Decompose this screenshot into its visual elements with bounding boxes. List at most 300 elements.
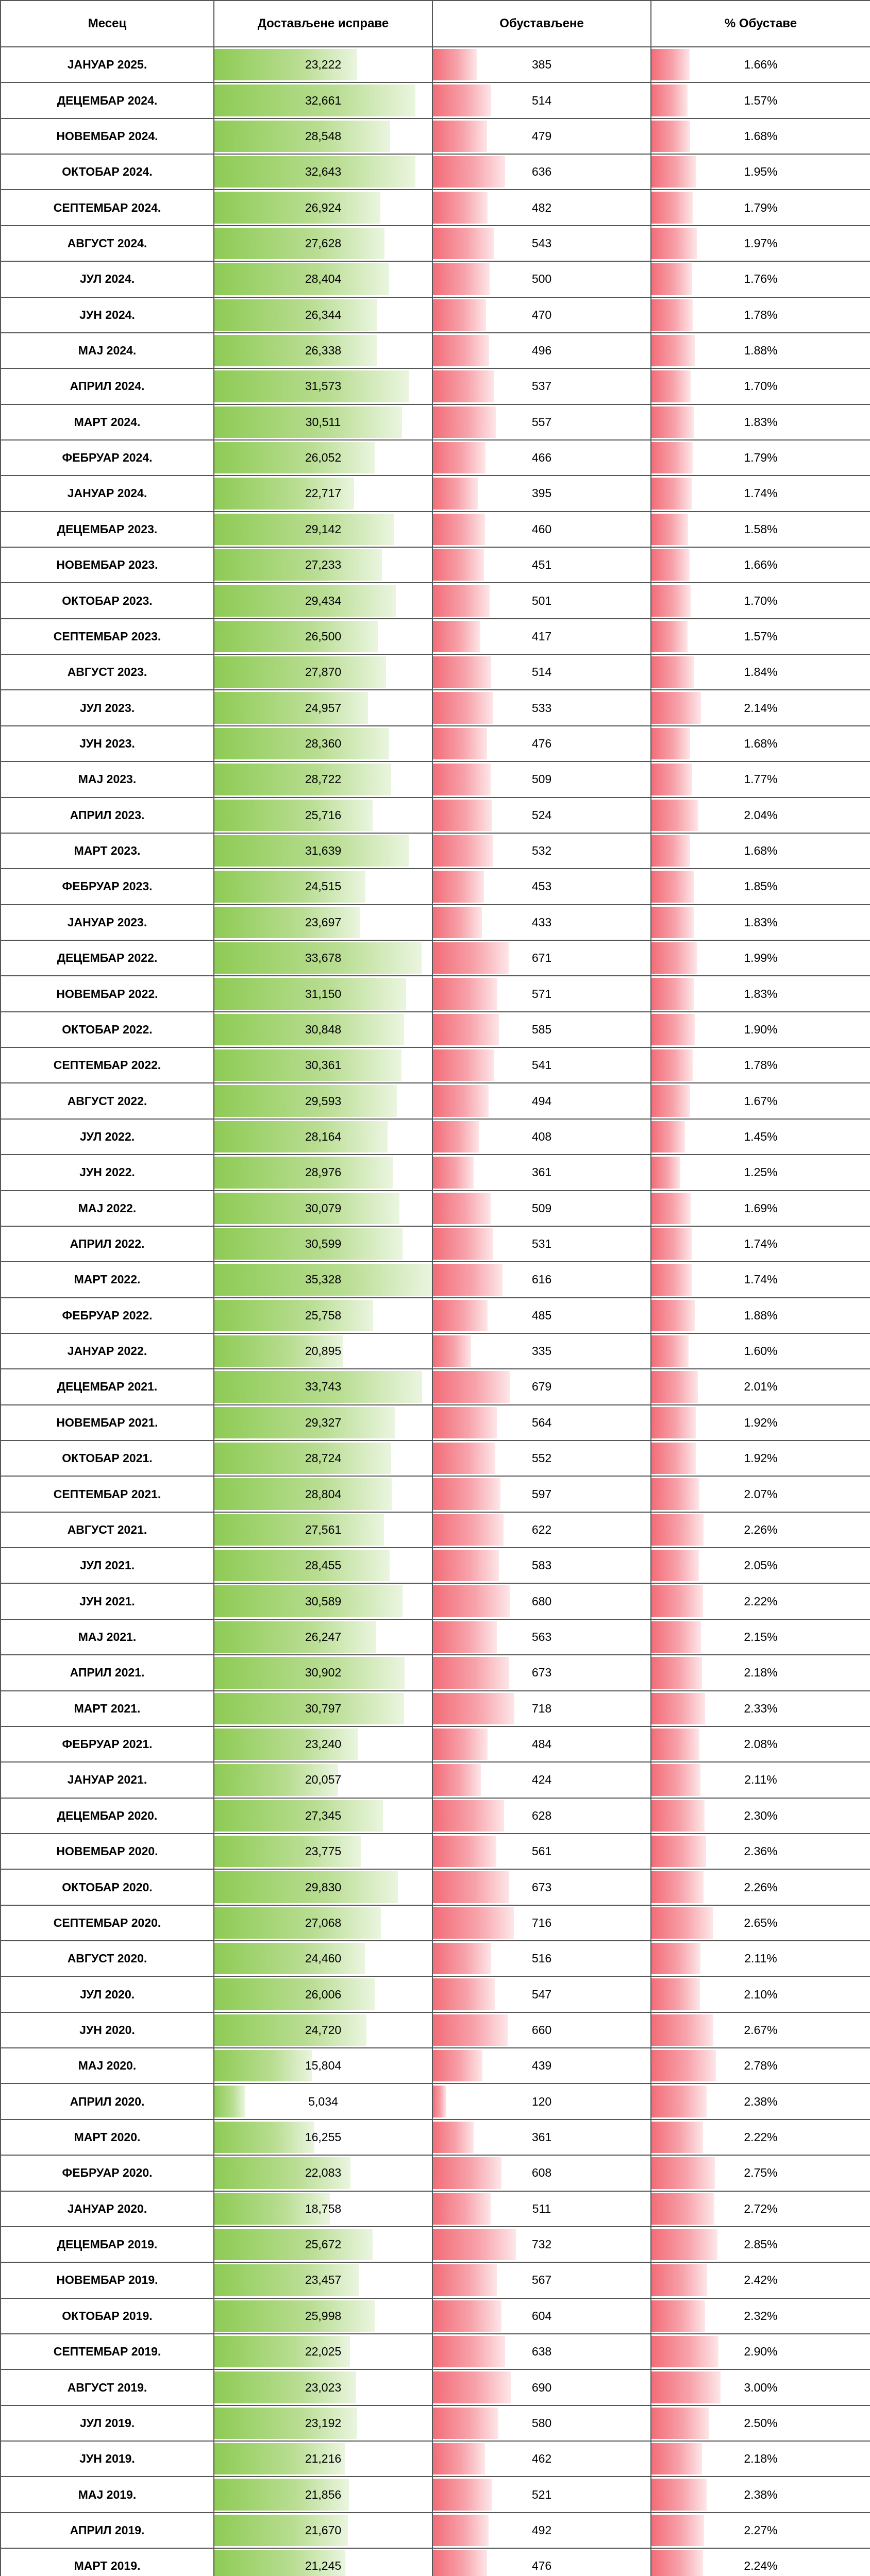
table-row <box>1 1798 870 1834</box>
suspended-value: 492 <box>531 2523 552 2537</box>
table-row <box>1 1691 870 1726</box>
suspended-cell <box>432 1512 651 1548</box>
pct-bar <box>651 907 694 938</box>
pct-bar <box>651 514 688 545</box>
suspended-cell <box>432 190 651 225</box>
pct-cell <box>651 2334 870 2369</box>
suspended-bar <box>433 370 494 402</box>
suspended-value: 395 <box>531 486 552 500</box>
table-row <box>1 1834 870 1869</box>
month-cell: ЈАНУАР 2021. <box>1 1762 214 1798</box>
header-pct: % Обуставе <box>651 1 870 47</box>
delivered-value: 27,345 <box>305 1808 342 1822</box>
delivered-value: 27,233 <box>305 558 342 572</box>
suspended-cell <box>432 1726 651 1762</box>
suspended-bar <box>433 335 489 366</box>
delivered-value: 21,670 <box>305 2523 342 2537</box>
month-cell: ЈАНУАР 2022. <box>1 1333 214 1369</box>
pct-bar <box>651 2193 714 2225</box>
suspended-bar <box>433 2336 505 2367</box>
pct-value: 1.88% <box>744 344 778 358</box>
delivered-cell <box>214 1440 432 1476</box>
month-cell: МАРТ 2021. <box>1 1691 214 1726</box>
suspended-value: 408 <box>531 1129 552 1143</box>
suspended-cell <box>432 2083 651 2119</box>
suspended-bar <box>433 1407 497 1438</box>
pct-bar <box>651 1657 702 1688</box>
delivered-cell <box>214 1083 432 1118</box>
suspended-value: 417 <box>531 629 552 643</box>
pct-value: 2.22% <box>744 1594 778 1608</box>
month-cell: АВГУСТ 2021. <box>1 1512 214 1548</box>
table-row <box>1 833 870 869</box>
month-cell: ЈУН 2020. <box>1 2012 214 2048</box>
suspended-bar <box>433 1943 491 1974</box>
delivered-bar <box>214 656 386 688</box>
delivered-bar <box>214 549 382 581</box>
pct-value: 1.78% <box>744 1058 778 1072</box>
table-row <box>1 2405 870 2441</box>
pct-bar <box>651 1121 685 1153</box>
delivered-cell <box>214 2405 432 2441</box>
delivered-bar <box>214 621 378 652</box>
delivered-value: 27,068 <box>305 1916 342 1929</box>
delivered-cell <box>214 619 432 654</box>
pct-cell <box>651 869 870 904</box>
pct-bar <box>651 728 690 759</box>
header-suspended: Обустављене <box>432 1 651 47</box>
month-cell: ЈУЛ 2020. <box>1 1976 214 2012</box>
delivered-value: 31,639 <box>305 844 342 858</box>
delivered-value: 28,804 <box>305 1487 342 1501</box>
pct-cell <box>651 905 870 940</box>
suspended-cell <box>432 1762 651 1798</box>
pct-bar <box>651 1157 680 1188</box>
pct-bar <box>651 1014 695 1045</box>
delivered-value: 30,848 <box>305 1022 342 1036</box>
pct-bar <box>651 692 701 723</box>
suspended-value: 485 <box>531 1308 552 1322</box>
pct-value: 1.66% <box>744 58 778 72</box>
delivered-cell <box>214 1691 432 1726</box>
suspended-cell <box>432 297 651 333</box>
pct-value: 2.72% <box>744 2201 778 2215</box>
pct-bar <box>651 1550 699 1581</box>
month-cell: ОКТОБАР 2022. <box>1 1012 214 1047</box>
delivered-cell <box>214 476 432 511</box>
pct-bar <box>651 2479 707 2510</box>
pct-bar <box>651 1836 706 1867</box>
pct-cell <box>651 297 870 333</box>
pct-value: 2.38% <box>744 2487 778 2501</box>
pct-value: 2.11% <box>744 1952 777 1965</box>
month-cell: ДЕЦЕМБАР 2019. <box>1 2227 214 2262</box>
delivered-bar <box>214 1978 375 2010</box>
suspended-value: 671 <box>531 951 552 965</box>
month-cell: МАЈ 2022. <box>1 1191 214 1226</box>
suspended-cell <box>432 1583 651 1619</box>
month-cell: ФЕБРУАР 2023. <box>1 869 214 904</box>
pct-cell <box>651 2227 870 2262</box>
suspended-bar <box>433 1764 481 1795</box>
suspended-value: 571 <box>531 987 552 1001</box>
table-row <box>1 297 870 333</box>
suspended-bar <box>433 1550 499 1581</box>
suspended-bar <box>433 549 484 581</box>
table-row <box>1 2227 870 2262</box>
month-cell: ЈАНУАР 2020. <box>1 2191 214 2227</box>
table-row <box>1 440 870 476</box>
suspended-cell <box>432 2191 651 2227</box>
suspended-bar <box>433 835 493 867</box>
suspended-bar <box>433 1157 474 1188</box>
delivered-value: 20,895 <box>305 1344 342 1358</box>
table-row <box>1 1905 870 1941</box>
suspended-bar <box>433 2264 497 2296</box>
delivered-bar <box>214 1300 373 1331</box>
suspended-value: 718 <box>531 1701 552 1715</box>
pct-value: 2.42% <box>744 2273 778 2287</box>
delivered-bar <box>214 2014 366 2046</box>
pct-value: 1.79% <box>744 200 778 214</box>
pct-value: 2.26% <box>744 1522 778 1536</box>
delivered-cell <box>214 297 432 333</box>
delivered-value: 29,593 <box>305 1094 342 1108</box>
pct-cell <box>651 1655 870 1690</box>
delivered-cell <box>214 2441 432 2477</box>
suspended-bar <box>433 2229 516 2260</box>
delivered-cell <box>214 1798 432 1834</box>
suspended-cell <box>432 1155 651 1190</box>
pct-cell <box>651 1083 870 1118</box>
pct-cell <box>651 2298 870 2334</box>
month-cell: ЈАНУАР 2023. <box>1 905 214 940</box>
pct-cell <box>651 1976 870 2012</box>
pct-value: 2.36% <box>744 1844 778 1858</box>
pct-cell <box>651 118 870 154</box>
table-row <box>1 1155 870 1190</box>
pct-value: 1.60% <box>744 1344 778 1358</box>
month-cell: ДЕЦЕМБАР 2024. <box>1 82 214 118</box>
delivered-cell <box>214 2513 432 2548</box>
delivered-value: 22,083 <box>305 2166 342 2180</box>
delivered-bar <box>214 192 380 223</box>
pct-cell <box>651 82 870 118</box>
month-cell: НОВЕМБАР 2022. <box>1 976 214 1011</box>
delivered-cell <box>214 976 432 1011</box>
suspended-bar <box>433 228 494 259</box>
suspended-cell <box>432 2227 651 2262</box>
pct-value: 2.32% <box>744 2309 778 2323</box>
suspended-cell <box>432 1405 651 1440</box>
pct-value: 2.05% <box>744 1558 778 1572</box>
delivered-value: 30,361 <box>305 1058 342 1072</box>
pct-cell <box>651 2083 870 2119</box>
delivered-value: 27,628 <box>305 236 342 250</box>
suspended-value: 690 <box>531 2380 552 2394</box>
suspended-bar <box>433 764 491 795</box>
delivered-value: 32,643 <box>305 165 342 179</box>
suspended-bar <box>433 1800 504 1832</box>
pct-bar <box>651 1478 699 1510</box>
pct-cell <box>651 2513 870 2548</box>
delivered-bar <box>214 263 389 295</box>
suspended-bar <box>433 478 478 509</box>
delivered-value: 23,457 <box>305 2273 342 2287</box>
delivered-cell <box>214 2262 432 2298</box>
pct-cell <box>651 2012 870 2048</box>
suspended-bar <box>433 2157 501 2189</box>
delivered-bar <box>214 1443 391 1474</box>
delivered-bar <box>214 728 389 759</box>
month-cell: АВГУСТ 2024. <box>1 226 214 261</box>
month-cell: ЈАНУАР 2025. <box>1 47 214 82</box>
suspended-bar <box>433 49 477 80</box>
pct-value: 2.08% <box>744 1737 778 1751</box>
suspended-cell <box>432 512 651 547</box>
suspended-cell <box>432 82 651 118</box>
month-cell: ОКТОБАР 2019. <box>1 2298 214 2334</box>
table-row <box>1 2298 870 2334</box>
suspended-cell <box>432 1691 651 1726</box>
pct-cell <box>651 690 870 725</box>
suspended-value: 361 <box>531 2130 552 2144</box>
delivered-value: 25,716 <box>305 808 342 822</box>
suspended-bar <box>433 1228 493 1260</box>
suspended-cell <box>432 47 651 82</box>
delivered-value: 33,678 <box>305 951 342 965</box>
pct-value: 2.50% <box>744 2416 778 2430</box>
header-delivered: Достављене исправе <box>214 1 432 47</box>
suspended-value: 514 <box>531 665 552 679</box>
delivered-value: 23,222 <box>305 58 342 72</box>
suspended-value: 616 <box>531 1273 552 1286</box>
suspended-cell <box>432 761 651 797</box>
delivered-bar <box>214 1514 384 1546</box>
month-cell: ЈУН 2021. <box>1 1583 214 1619</box>
delivered-cell <box>214 1298 432 1333</box>
delivered-cell <box>214 2083 432 2119</box>
month-cell: НОВЕМБАР 2024. <box>1 118 214 154</box>
delivered-value: 28,722 <box>305 772 342 786</box>
pct-bar <box>651 49 690 80</box>
suspended-cell <box>432 2477 651 2512</box>
pct-value: 1.77% <box>744 772 778 786</box>
pct-cell <box>651 154 870 190</box>
suspended-value: 361 <box>531 1165 552 1179</box>
suspended-cell <box>432 154 651 190</box>
pct-cell <box>651 2548 870 2576</box>
month-cell: ФЕБРУАР 2024. <box>1 440 214 476</box>
delivered-value: 30,797 <box>305 1701 342 1715</box>
pct-value: 1.83% <box>744 915 778 929</box>
pct-cell <box>651 1012 870 1047</box>
pct-value: 2.26% <box>744 1880 778 1894</box>
delivered-value: 28,724 <box>305 1451 342 1465</box>
delivered-value: 24,515 <box>305 879 342 893</box>
pct-cell <box>651 2477 870 2512</box>
delivered-cell <box>214 1191 432 1226</box>
delivered-cell <box>214 2120 432 2155</box>
suspended-bar <box>433 1193 491 1224</box>
month-cell: АПРИЛ 2022. <box>1 1226 214 1262</box>
delivered-value: 26,344 <box>305 308 342 321</box>
pct-bar <box>651 156 696 188</box>
month-cell: СЕПТЕМБАР 2020. <box>1 1905 214 1941</box>
pct-value: 1.90% <box>744 1022 778 1036</box>
suspended-value: 335 <box>531 1344 552 1358</box>
delivered-value: 26,338 <box>305 344 342 358</box>
delivered-cell <box>214 1012 432 1047</box>
suspended-bar <box>433 585 490 616</box>
suspended-bar <box>433 656 491 688</box>
suspended-value: 580 <box>531 2416 552 2430</box>
delivered-bar <box>214 2122 314 2153</box>
suspended-cell <box>432 2513 651 2548</box>
table-row <box>1 333 870 368</box>
suspended-bar <box>433 514 485 545</box>
table-row <box>1 1548 870 1583</box>
suspended-value: 636 <box>531 165 552 179</box>
suspended-cell <box>432 1047 651 1083</box>
pct-cell <box>651 619 870 654</box>
pct-bar <box>651 442 693 473</box>
suspended-bar <box>433 1049 494 1081</box>
suspended-cell <box>432 1226 651 1262</box>
suspended-value: 547 <box>531 1987 552 2001</box>
delivered-bar <box>214 1943 365 1974</box>
month-cell: СЕПТЕМБАР 2023. <box>1 619 214 654</box>
pct-value: 1.58% <box>744 522 778 536</box>
suspended-cell <box>432 1905 651 1941</box>
delivered-value: 31,573 <box>305 379 342 393</box>
suspended-cell <box>432 547 651 583</box>
pct-cell <box>651 1726 870 1762</box>
suspended-bar <box>433 84 491 116</box>
delivered-cell <box>214 368 432 404</box>
pct-cell <box>651 1440 870 1476</box>
delivered-cell <box>214 154 432 190</box>
table-row <box>1 1726 870 1762</box>
month-cell: ЈУЛ 2019. <box>1 2405 214 2441</box>
table-row <box>1 1369 870 1404</box>
suspended-value: 385 <box>531 58 552 72</box>
delivered-bar <box>214 1478 392 1510</box>
pct-bar <box>651 978 694 1009</box>
table-row <box>1 82 870 118</box>
suspended-value: 514 <box>531 93 552 107</box>
pct-value: 1.95% <box>744 165 778 179</box>
pct-value: 2.30% <box>744 1808 778 1822</box>
suspended-value: 466 <box>531 451 552 465</box>
suspended-cell <box>432 2012 651 2048</box>
pct-cell <box>651 2441 870 2477</box>
suspended-cell <box>432 440 651 476</box>
table-row <box>1 2548 870 2576</box>
month-cell: ОКТОБАР 2021. <box>1 1440 214 1476</box>
month-cell: НОВЕМБАР 2023. <box>1 547 214 583</box>
delivered-value: 26,006 <box>305 1987 342 2001</box>
pct-bar <box>651 2014 713 2046</box>
suspended-cell <box>432 2298 651 2334</box>
suspended-value: 521 <box>531 2487 552 2501</box>
pct-bar <box>651 585 691 616</box>
suspended-bar <box>433 1264 503 1295</box>
pct-cell <box>651 1834 870 1869</box>
delivered-cell <box>214 1047 432 1083</box>
suspended-bar <box>433 1693 514 1724</box>
delivered-cell <box>214 118 432 154</box>
delivered-cell <box>214 869 432 904</box>
suspended-bar <box>433 1478 500 1510</box>
pct-cell <box>651 1262 870 1297</box>
pct-bar <box>651 335 695 366</box>
suspended-value: 660 <box>531 2023 552 2037</box>
delivered-value: 29,434 <box>305 594 342 607</box>
pct-bar <box>651 1621 701 1653</box>
delivered-value: 30,079 <box>305 1201 342 1215</box>
delivered-cell <box>214 726 432 761</box>
table-row <box>1 47 870 82</box>
delivered-value: 28,360 <box>305 737 342 750</box>
pct-value: 2.78% <box>744 2059 778 2073</box>
delivered-cell <box>214 761 432 797</box>
delivered-cell <box>214 1941 432 1976</box>
delivered-cell <box>214 1333 432 1369</box>
delivered-bar <box>214 2229 373 2260</box>
pct-bar <box>651 1764 700 1795</box>
pct-bar <box>651 835 690 867</box>
pct-cell <box>651 1583 870 1619</box>
table-row <box>1 2334 870 2369</box>
suspended-cell <box>432 869 651 904</box>
delivered-value: 30,902 <box>305 1666 342 1680</box>
delivered-value: 24,720 <box>305 2023 342 2037</box>
pct-bar <box>651 299 693 331</box>
table-row <box>1 118 870 154</box>
pct-value: 1.70% <box>744 594 778 607</box>
suspended-bar <box>433 442 486 473</box>
suspended-value: 533 <box>531 701 552 715</box>
pct-cell <box>651 1476 870 1512</box>
suspended-value: 470 <box>531 308 552 321</box>
pct-value: 2.24% <box>744 2559 778 2573</box>
pct-value: 1.74% <box>744 1273 778 1286</box>
delivered-cell <box>214 905 432 940</box>
table-row <box>1 1012 870 1047</box>
pct-bar <box>651 764 692 795</box>
delivered-value: 16,255 <box>305 2130 342 2144</box>
month-cell: АПРИЛ 2020. <box>1 2083 214 2119</box>
delivered-value: 23,240 <box>305 1737 342 1751</box>
suspended-bar <box>433 2479 492 2510</box>
suspended-value: 424 <box>531 1773 552 1787</box>
month-cell: ФЕБРУАР 2022. <box>1 1298 214 1333</box>
month-cell: ЈУН 2019. <box>1 2441 214 2477</box>
table-row <box>1 368 870 404</box>
table-row <box>1 2155 870 2191</box>
suspended-cell <box>432 1012 651 1047</box>
pct-bar <box>651 2408 709 2439</box>
delivered-bar <box>214 2300 375 2332</box>
table-row <box>1 2120 870 2155</box>
pct-cell <box>651 547 870 583</box>
table-row <box>1 2083 870 2119</box>
month-cell: АПРИЛ 2023. <box>1 798 214 833</box>
pct-value: 1.92% <box>744 1451 778 1465</box>
suspended-value: 673 <box>531 1880 552 1894</box>
month-cell: СЕПТЕМБАР 2021. <box>1 1476 214 1512</box>
